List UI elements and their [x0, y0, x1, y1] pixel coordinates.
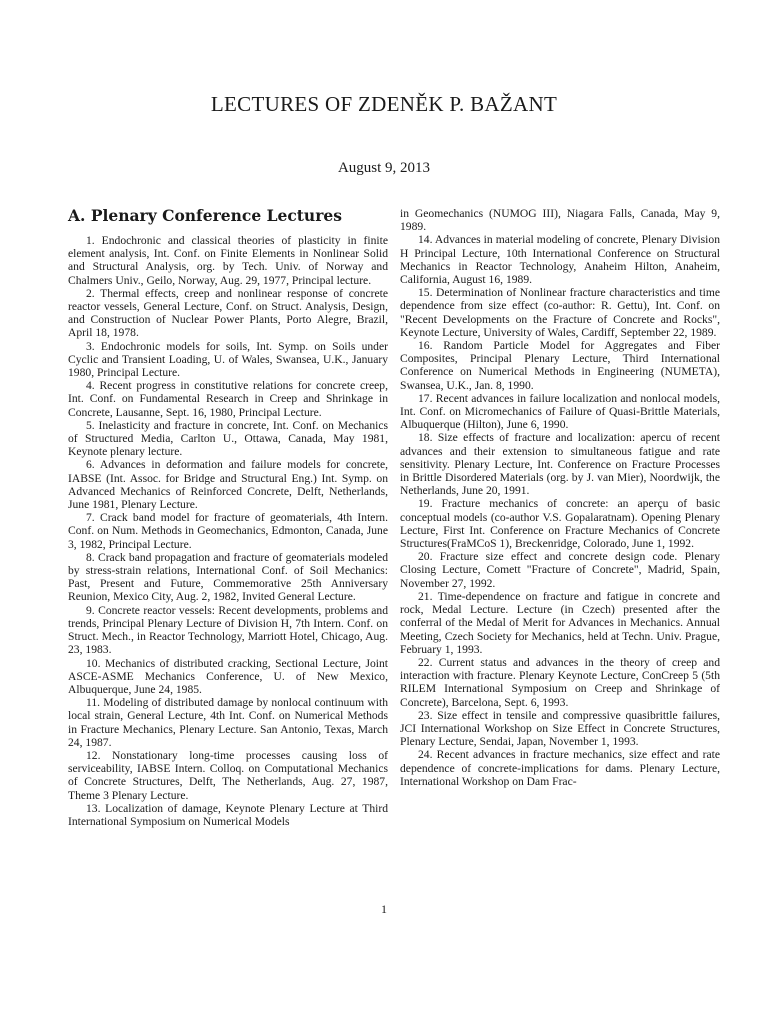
- list-item: 20. Fracture size effect and concrete design code. Plenary Closing Lecture, Comett "Fracture of Concrete", Madrid, Spain, November 27, 1992.: [400, 550, 720, 590]
- list-item: 4. Recent progress in constitutive relations for concrete creep, Int. Conf. on Fundamental Research in Creep and Shrinkage in Concrete, Lausanne, Sept. 16, 1980, Principal Lecture.: [68, 379, 388, 419]
- left-column: [68, 206, 388, 828]
- list-item: 5. Inelasticity and fracture in concrete, Int. Conf. on Mechanics of Structured Media, Carlton U., Ottawa, Canada, May 1981, Keynote plenary lecture.: [68, 418, 388, 459]
- list-item: 3. Endochronic models for soils, Int. Symp. on Soils under Cyclic and Transient Loading, U. of Wales, Swansea, U.K., January 1980, Principal Lecture.: [68, 339, 388, 380]
- list-item: 16. Random Particle Model for Aggregates and Fiber Composites, Principal Plenary Lecture, Third International Conference on Numerical Methods in Engineering (NUMETA), Swansea, U.K., Jan. 8, 1990.: [400, 339, 720, 392]
- page-title: LECTURES OF ZDENĚK P. BAŽANT: [210, 92, 558, 116]
- list-item: 7. Crack band model for fracture of geomaterials, 4th Intern. Conf. on Num. Methods in Geomechanics, Edmonton, Canada, June 3, 1982, Principal Lecture.: [68, 511, 388, 551]
- list-item: 18. Size effects of fracture and localization: apercu of recent advances and their extension to simultaneous fatigue and rate sensitivity. Plenary Lecture, Int. Conference on Fracture Processes in Brittle Disordered Materials (org. by J. van Mier), Noordwijk, the Netherlands, June 20, 1991.: [400, 431, 720, 498]
- list-item: 2. Thermal effects, creep and nonlinear response of concrete reactor vessels, General Lecture, Conf. on Struct. Analysis, Design, and Construction of Nuclear Power Plants, Porto Alegre, Brazil, April 18, 1978.: [68, 286, 388, 340]
- list-item: 23. Size effect in tensile and compressive quasibrittle failures, JCI International Workshop on Size Effect in Concrete Structures, Plenary Lecture, Sendai, Japan, November 1, 1993.: [400, 708, 720, 749]
- list-item: 19. Fracture mechanics of concrete: an aperçu of basic conceptual models (co-author V.S. Gopalaratnam). Opening Plenary Lecture, First Int. Conference on Fracture Mechanics of Concrete Structures(FraMCoS 1), Breckenridge, Colorado, June 1, 1992.: [400, 497, 720, 551]
- list-item: 13. Localization of damage, Keynote Plenary Lecture at Third International Symposium on Numerical Models: [68, 801, 388, 828]
- list-item-continuation: in Geomechanics (NUMOG III), Niagara Falls, Canada, May 9, 1989.: [400, 207, 720, 234]
- lecture-list-left: [68, 234, 388, 828]
- list-item: 1. Endochronic and classical theories of plasticity in finite element analysis, Int. Conf. on Finite Elements in Nonlinear Solid and Structural Analysis, org. by Tech. Univ. of Norway and Chalmers Univ., Geilo, Norway, Aug. 29, 1977, Principal lecture.: [68, 234, 388, 287]
- lecture-list-right: [400, 233, 720, 788]
- section-heading: A. Plenary Conference Lectures: [68, 206, 342, 225]
- list-item: 8. Crack band propagation and fracture of geomaterials modeled by stress-strain relations, International Conf. of Soil Mechanics: Past, Present and Future, Commemorative 25th Anniversary Reunion, Mexico City, Aug. 2, 1982, Invited General Lecture.: [68, 550, 388, 604]
- document-date: August 9, 2013: [337, 160, 431, 176]
- list-item: 22. Current status and advances in the theory of creep and interaction with fracture. Plenary Keynote Lecture, ConCreep 5 (5th RILEM International Symposium on Creep and Shrinkage of Concrete), Barcelona, Sept. 6, 1993.: [400, 655, 720, 709]
- list-item: 21. Time-dependence on fracture and fatigue in concrete and rock, Medal Lecture. Lecture (in Czech) presented after the conferral of the Medal of Merit for Advances in Mechanics. Annual Meeting, Czech Society for Mechanics, held at Techn. Univ. Prague, February 1, 1993.: [400, 589, 720, 656]
- list-item: 11. Modeling of distributed damage by nonlocal continuum with local strain, General Lecture, 4th Int. Conf. on Numerical Methods in Fracture Mechanics, Plenary Lecture. San Antonio, Texas, March 24, 1987.: [68, 696, 388, 749]
- list-item: 12. Nonstationary long-time processes causing loss of serviceability, IABSE Intern. Colloq. on Computational Mechanics of Concrete Structures, Delft, The Netherlands, Aug. 27, 1987, Theme 3 Plenary Lecture.: [68, 748, 388, 802]
- right-column: [400, 207, 720, 788]
- list-item: 17. Recent advances in failure localization and nonlocal models, Int. Conf. on Micromechanics of Failure of Quasi-Brittle Materials, Albuquerque (Hilton), June 6, 1990.: [400, 391, 720, 432]
- list-item: 14. Advances in material modeling of concrete, Plenary Division H Principal Lecture, 10th International Conference on Structural Mechanics in Reactor Technology, Anaheim Hilton, Anaheim, California, August 16, 1989.: [400, 233, 720, 287]
- page-number: 1: [381, 902, 387, 916]
- list-item: 10. Mechanics of distributed cracking, Sectional Lecture, Joint ASCE-ASME Mechanics Conference, U. of New Mexico, Albuquerque, June 24, 1985.: [68, 656, 388, 696]
- list-item: 6. Advances in deformation and failure models for concrete, IABSE (Int. Assoc. for Bridge and Structural Eng.) Int. Symp. on Advanced Mechanics of Reinforced Concrete, Delft, Netherlands, June 1981, Plenary Lecture.: [68, 458, 388, 512]
- list-item: 15. Determination of Nonlinear fracture characteristics and time dependence from size effect (co-author: R. Gettu), Int. Conf. on "Recent Developments on the Fracture of Concrete and Rocks", Keynote Lecture, University of Wales, Cardiff, September 22, 1989.: [400, 286, 720, 339]
- list-item: 24. Recent advances in fracture mechanics, size effect and rate dependence of concrete-implications for dams. Plenary Lecture, International Workshop on Dam Frac-: [400, 748, 720, 788]
- list-item: 9. Concrete reactor vessels: Recent developments, problems and trends, Principal Plenary Lecture of Division H, 7th Intern. Conf. on Struct. Mech., in Reactor Technology, Marriott Hotel, Chicago, Aug. 23, 1983.: [68, 603, 388, 657]
